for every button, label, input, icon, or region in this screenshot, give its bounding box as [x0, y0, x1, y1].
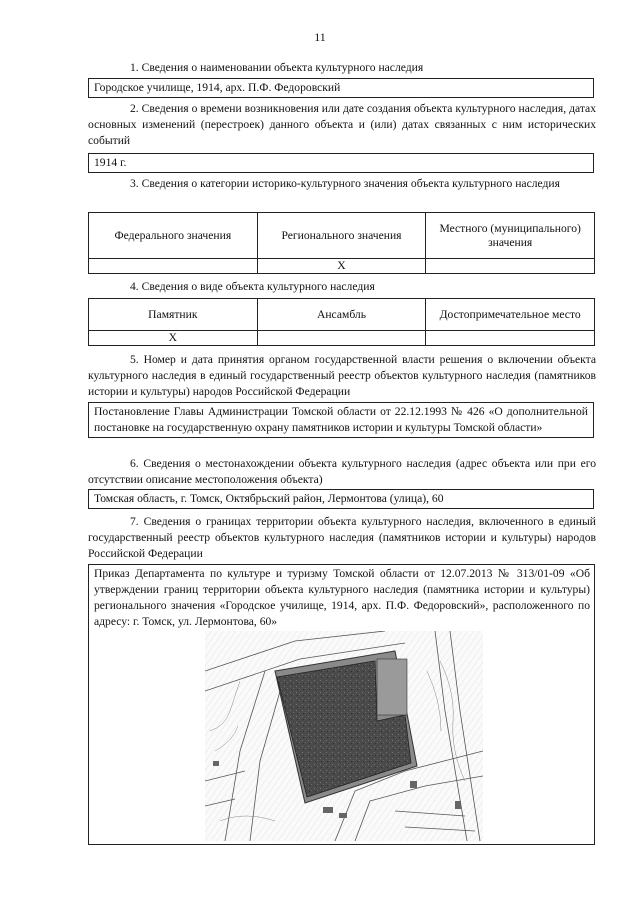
type-landmark-mark: [426, 331, 595, 346]
section-5-value: Постановление Главы Администрации Томской области от 22.12.1993 № 426 «О дополнительной постановке на государственную охрану памятников истории и культуры Томской области»: [88, 402, 594, 438]
category-federal-mark: [89, 259, 258, 274]
section-3-heading: 3. Сведения о категории историко-культурного значения объекта культурного наследия: [130, 177, 560, 190]
category-local-mark: [426, 259, 595, 274]
type-table: [88, 298, 595, 346]
section-7-value: Приказ Департамента по культуре и туризму Томской области от 12.07.2013 № 313/01-09 «Об утверждении границ территории объекта культурного наследия (памятника истории и культуры) регионального значения «Городское училище, 1914, арх. П.Ф. Федоровский», расположенного по адресу: г. Томск, ул. Лермонтова, 60»: [94, 567, 590, 628]
section-5-heading: 5. Номер и дата принятия органом государственной власти решения о включении объекта культурного наследия в единый государственный реестр объектов культурного наследия (памятников истории и культуры) народов Российской Федерации: [88, 353, 596, 398]
section-1-heading: 1. Сведения о наименовании объекта культурного наследия: [130, 61, 424, 74]
page-number: 11: [314, 30, 326, 44]
section-6-heading: 6. Сведения о местонахождении объекта культурного наследия (адрес объекта или при его отсутствии описание местоположения объекта): [88, 457, 596, 486]
type-monument-header: Памятник: [89, 299, 258, 331]
type-ensemble-header: Ансамбль: [257, 299, 426, 331]
category-regional-header: Регионального значения: [257, 213, 426, 259]
section-2-value: 1914 г.: [88, 153, 594, 173]
site-plan-map: [205, 631, 483, 841]
section-4-heading: 4. Сведения о виде объекта культурного наследия: [130, 280, 375, 293]
category-table: [88, 212, 595, 274]
section-1-value: Городское училище, 1914, арх. П.Ф. Федоровский: [88, 78, 594, 98]
section-6-value: Томская область, г. Томск, Октябрьский район, Лермонтова (улица), 60: [88, 489, 594, 509]
category-local-header: Местного (муниципального) значения: [426, 213, 595, 259]
type-landmark-header: Достопримечательное место: [426, 299, 595, 331]
section-2-heading: 2. Сведения о времени возникновения или дате создания объекта культурного наследия, датах основных изменений (перестроек) данного объекта и (или) датах связанных с ним исторических событий: [88, 102, 596, 147]
type-monument-mark: Х: [89, 331, 258, 346]
category-regional-mark: Х: [257, 259, 426, 274]
category-federal-header: Федерального значения: [89, 213, 258, 259]
type-ensemble-mark: [257, 331, 426, 346]
section-7-heading: 7. Сведения о границах территории объекта культурного наследия, включенного в единый государственный реестр объектов культурного наследия (памятников истории и культуры) народов Российской Федерации: [88, 515, 596, 560]
courtyard-block: [377, 659, 407, 715]
